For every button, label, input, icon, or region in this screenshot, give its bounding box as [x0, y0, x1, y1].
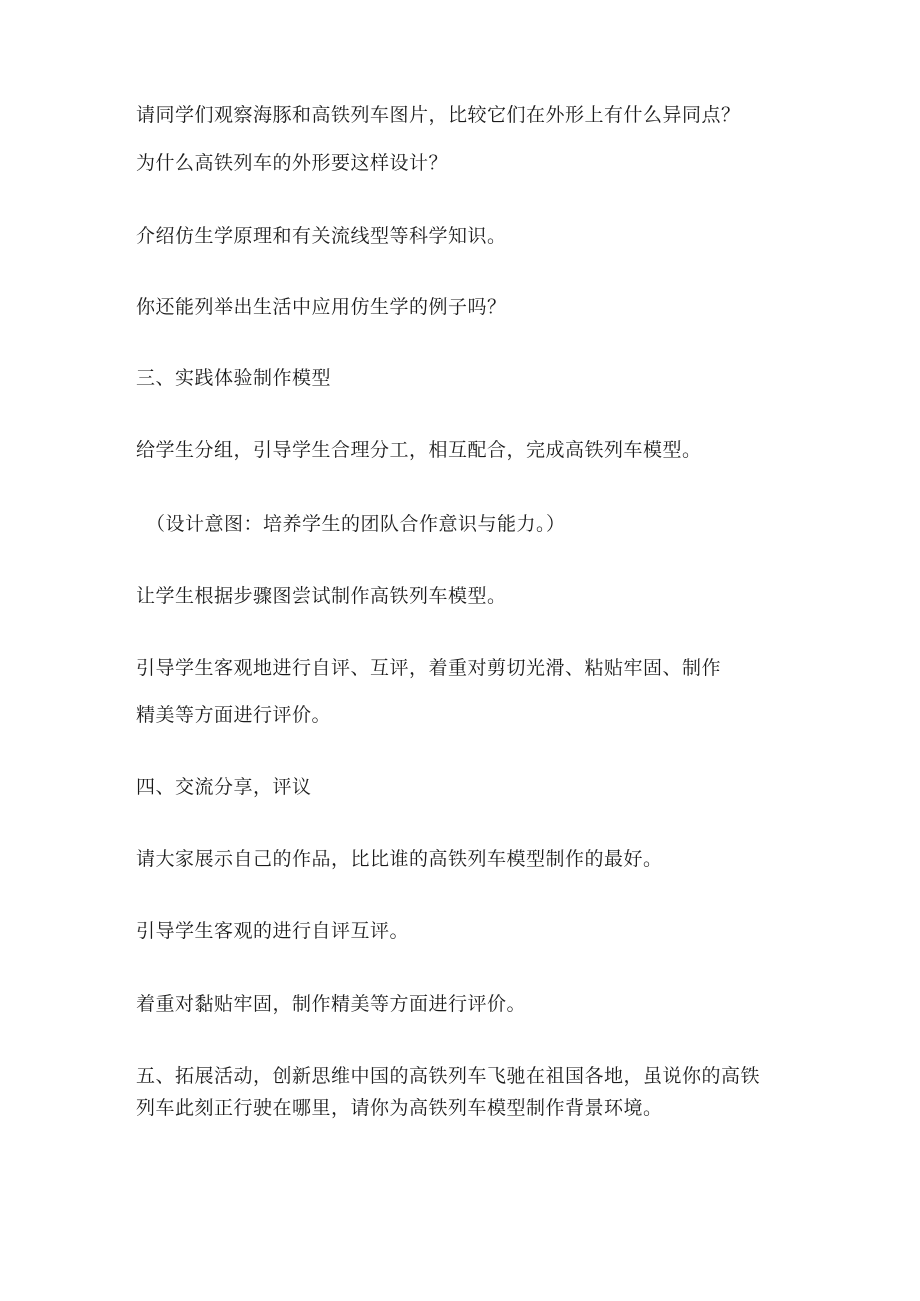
section-heading: 三、实践体验制作模型 [136, 367, 332, 389]
paragraph-line: 精美等方面进行评价。 [136, 704, 332, 726]
paragraph-line: 引导学生客观地进行自评、互评，着重对剪切光滑、粘贴牢固、制作 [136, 657, 722, 679]
section-heading: 五、拓展活动，创新思维中国的高铁列车飞驰在祖国各地，虽说你的高铁 [136, 1065, 761, 1087]
paragraph-line: 引导学生客观的进行自评互评。 [136, 920, 410, 942]
design-intent-note: （设计意图：培养学生的团队合作意识与能力。） [146, 513, 566, 535]
paragraph-line: 请大家展示自己的作品，比比谁的高铁列车模型制作的最好。 [136, 848, 663, 870]
paragraph-line: 为什么高铁列车的外形要这样设计？ [136, 152, 449, 174]
paragraph-line: 让学生根据步骤图尝试制作高铁列车模型。 [136, 585, 507, 607]
paragraph-line: 你还能列举出生活中应用仿生学的例子吗？ [136, 296, 507, 318]
paragraph-line: 请同学们观察海豚和高铁列车图片，比较它们在外形上有什么异同点？ [136, 104, 741, 126]
paragraph-line: 列车此刻正行驶在哪里，请你为高铁列车模型制作背景环境。 [136, 1097, 663, 1119]
paragraph-line: 介绍仿生学原理和有关流线型等科学知识。 [136, 225, 507, 247]
paragraph-line: 着重对黏贴牢固，制作精美等方面进行评价。 [136, 993, 527, 1015]
section-heading: 四、交流分享，评议 [136, 776, 312, 798]
paragraph-line: 给学生分组，引导学生合理分工，相互配合，完成高铁列车模型。 [136, 439, 702, 461]
